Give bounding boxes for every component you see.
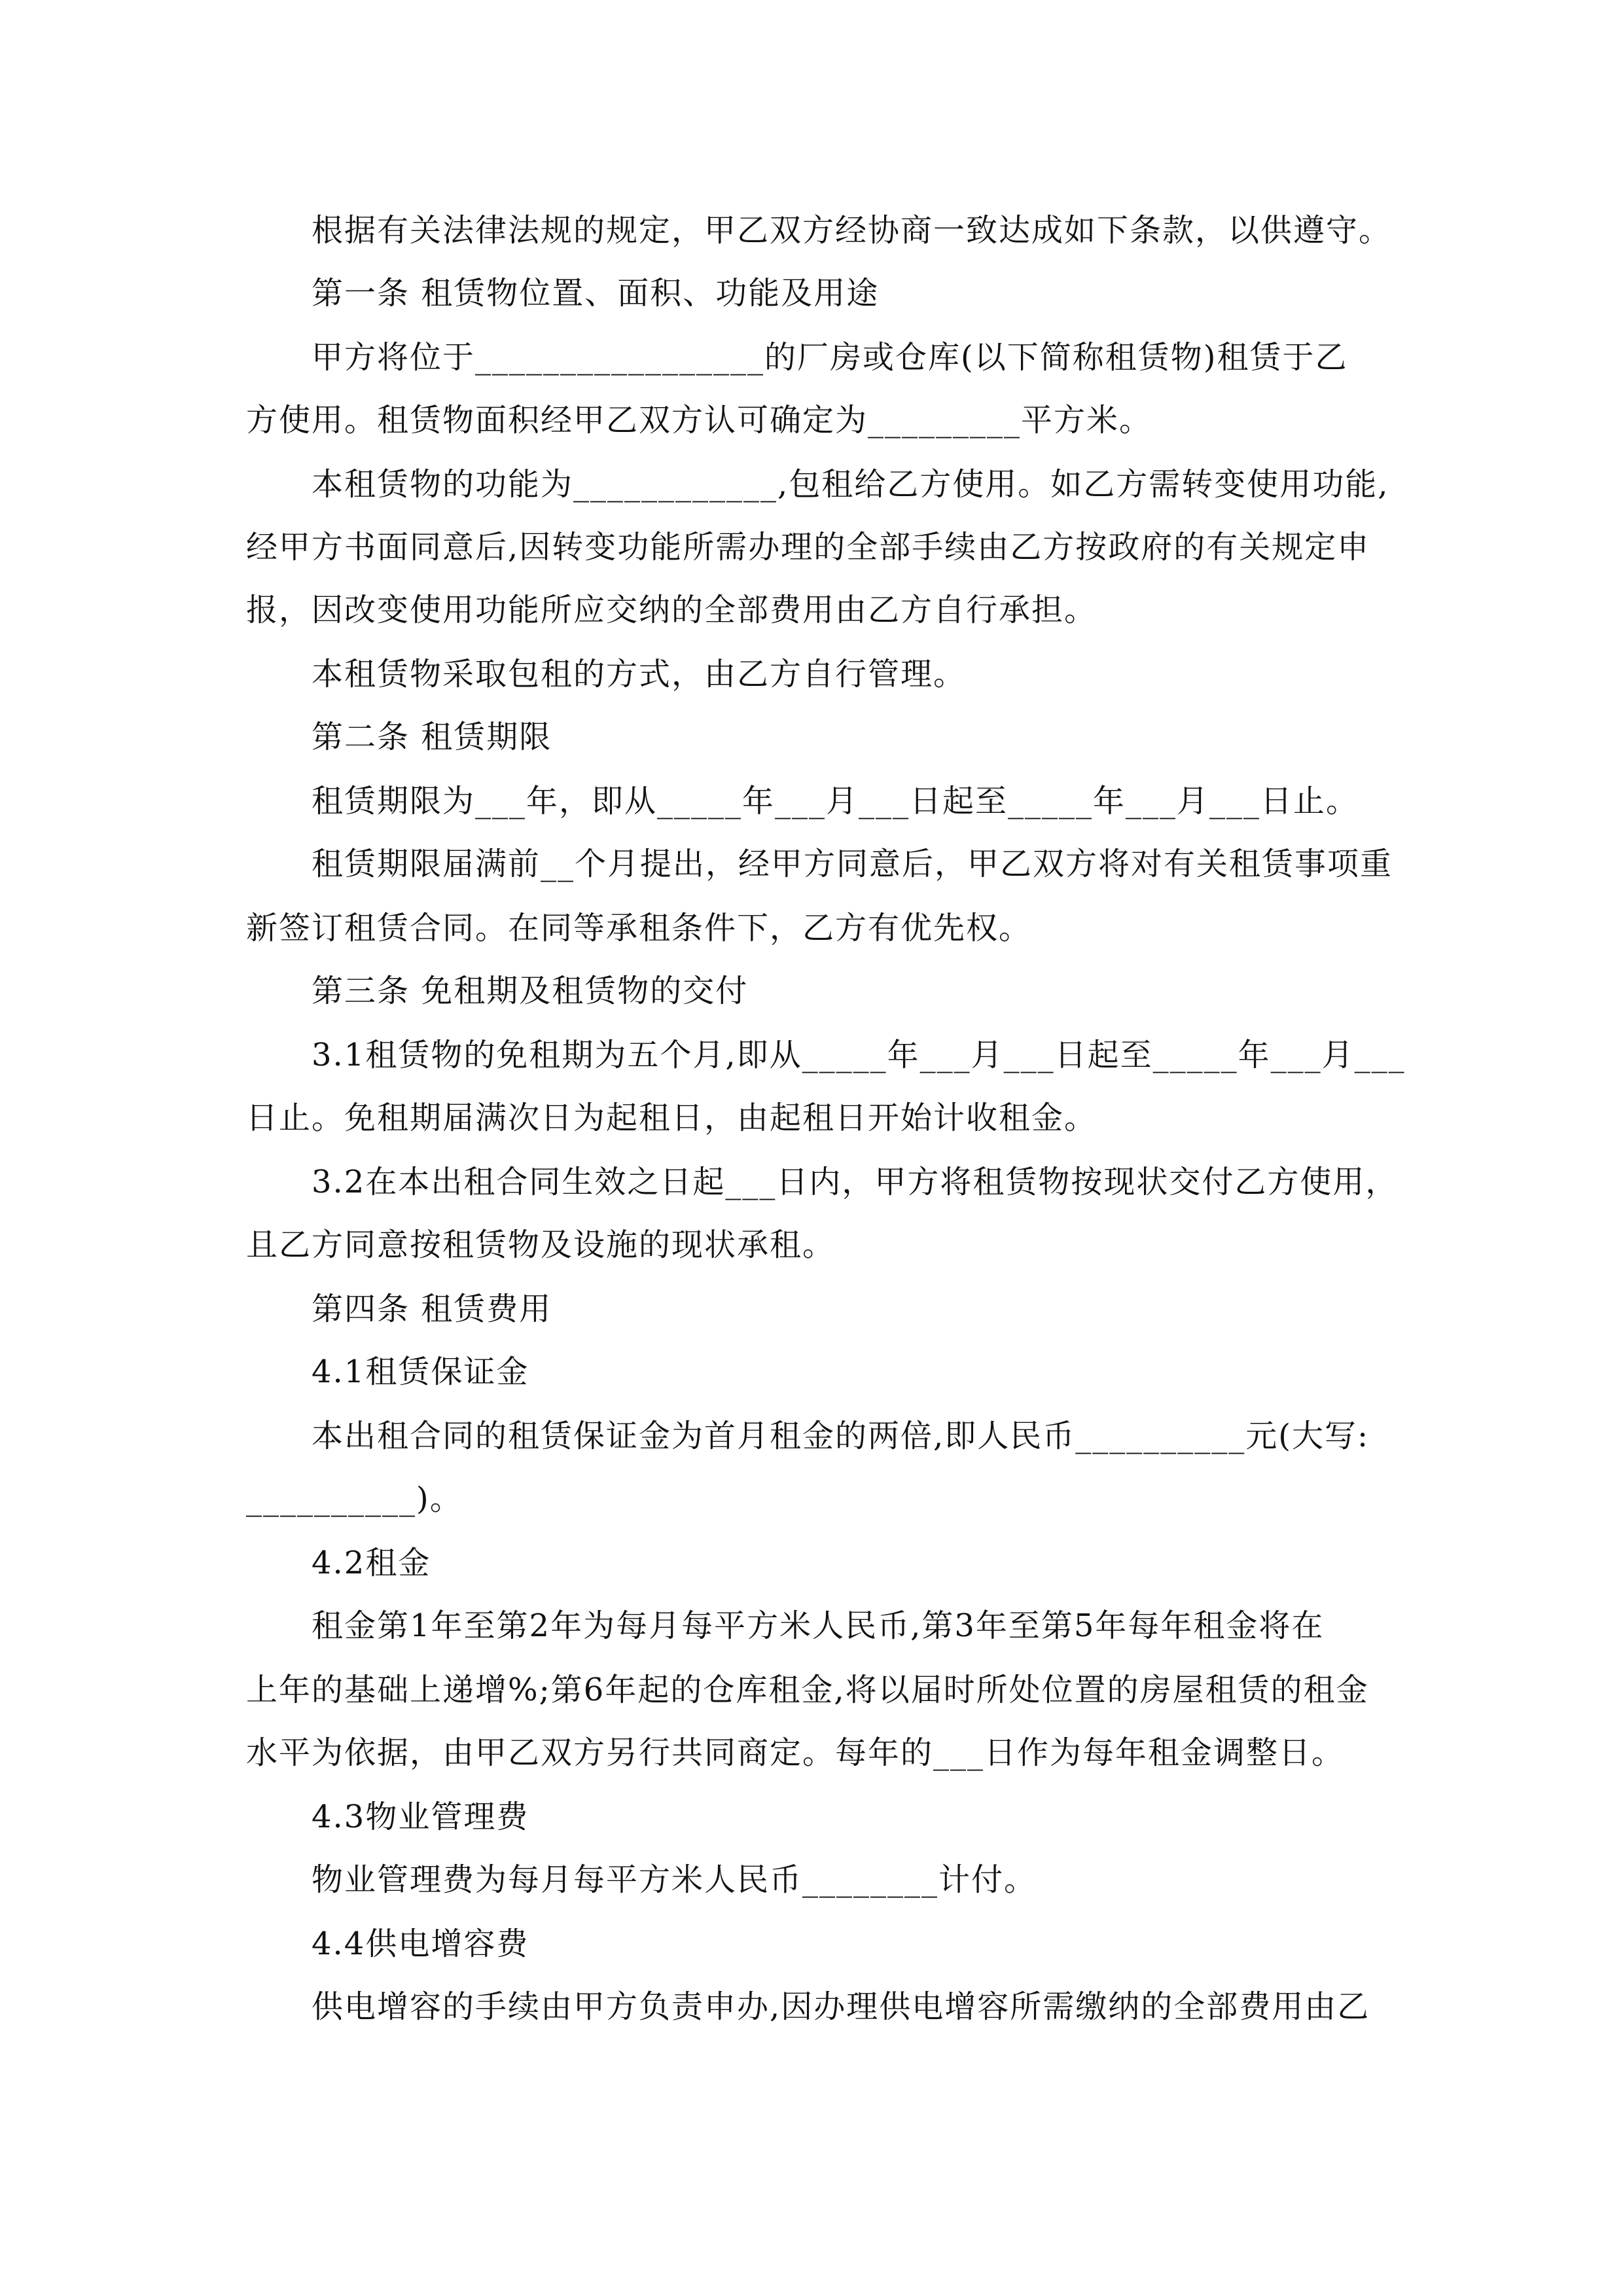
paragraph-line: 且乙方同意按租赁物及设施的现状承租。 (246, 1227, 836, 1263)
section-heading: 4.4供电增容费 (312, 1926, 529, 1962)
article-heading: 第四条 租赁费用 (312, 1291, 552, 1327)
paragraph-line: 租赁期限为___年，即从_____年___月___日起至_____年___月___日止。 (312, 783, 1359, 819)
paragraph-line: 根据有关法律法规的规定，甲乙双方经协商一致达成如下条款，以供遵守。 (312, 212, 1392, 249)
section-heading: 4.3物业管理费 (312, 1799, 529, 1835)
section-heading: 4.1租赁保证金 (312, 1354, 529, 1390)
paragraph-line: 本租赁物采取包租的方式，由乙方自行管理。 (312, 656, 967, 692)
section-heading: 4.2租金 (312, 1545, 431, 1581)
paragraph-line: 新签订租赁合同。在同等承租条件下，乙方有优先权。 (246, 910, 1032, 946)
paragraph-line: 报，因改变使用功能所应交纳的全部费用由乙方自行承担。 (246, 592, 1097, 628)
paragraph-line: 日止。免租期届满次日为起租日，由起租日开始计收租金。 (246, 1100, 1097, 1136)
paragraph-line: 本出租合同的租赁保证金为首月租金的两倍,即人民币__________元(大写: (312, 1418, 1370, 1454)
article-heading: 第一条 租赁物位置、面积、功能及用途 (312, 275, 880, 312)
paragraph-line: 租金第1年至第2年为每月每平方米人民币,第3年至第5年每年租金将在 (312, 1607, 1325, 1644)
paragraph-line: 甲方将位于_________________的厂房或仓库(以下简称租赁物)租赁于乙 (312, 339, 1348, 376)
paragraph-line: __________)。 (246, 1480, 463, 1517)
paragraph-line: 方使用。租赁物面积经甲乙双方认可确定为_________平方米。 (246, 402, 1152, 439)
article-heading: 第三条 免租期及租赁物的交付 (312, 973, 749, 1009)
paragraph-line: 租赁期限届满前__个月提出，经甲方同意后，甲乙双方将对有关租赁事项重 (312, 846, 1393, 882)
paragraph-line: 供电增容的手续由甲方负责申办,因办理供电增容所需缴纳的全部费用由乙 (312, 1988, 1370, 2025)
article-heading: 第二条 租赁期限 (312, 719, 552, 755)
paragraph-line: 本租赁物的功能为____________,包租给乙方使用。如乙方需转变使用功能, (312, 466, 1389, 503)
paragraph-line: 水平为依据，由甲乙双方另行共同商定。每年的___日作为每年租金调整日。 (246, 1734, 1345, 1771)
paragraph-line: 物业管理费为每月每平方米人民币________计付。 (312, 1861, 1037, 1898)
paragraph-line: 上年的基础上递增%;第6年起的仓库租金,将以届时所处位置的房屋租赁的租金 (246, 1672, 1369, 1708)
paragraph-line: 经甲方书面同意后,因转变功能所需办理的全部手续由乙方按政府的有关规定申 (246, 529, 1370, 565)
paragraph-line: 3.1租赁物的免租期为五个月,即从_____年___月___日起至_____年___月___ (312, 1037, 1406, 1073)
paragraph-line: 3.2在本出租合同生效之日起___日内，甲方将租赁物按现状交付乙方使用， (312, 1164, 1399, 1200)
